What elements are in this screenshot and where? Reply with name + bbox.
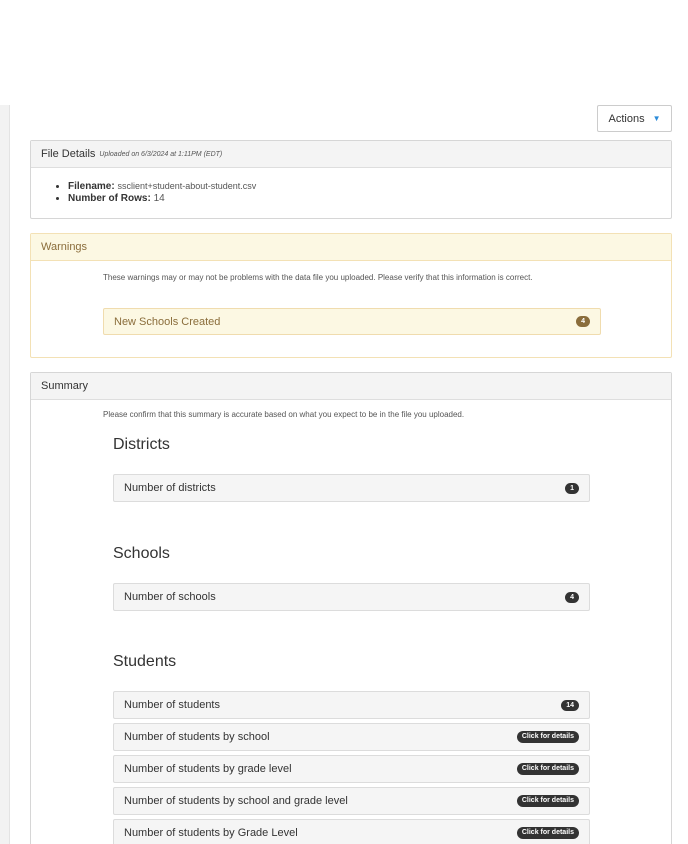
upload-timestamp: Uploaded on 6/3/2024 at 1:11PM (EDT) bbox=[99, 150, 223, 158]
count-badge: 14 bbox=[561, 700, 579, 711]
warning-label: New Schools Created bbox=[114, 315, 221, 328]
warnings-panel bbox=[30, 233, 672, 358]
rows-item bbox=[68, 193, 671, 205]
warning-count-badge: 4 bbox=[576, 316, 590, 327]
filename-label: Filename: bbox=[68, 181, 115, 192]
list-item-label: Number of students by school bbox=[124, 731, 270, 743]
list-item-label: Number of students bbox=[124, 699, 220, 711]
list-item-label: Number of students by Grade Level bbox=[124, 827, 298, 839]
list-item-label: Number of schools bbox=[124, 591, 216, 603]
rows-value: 14 bbox=[153, 193, 165, 204]
list-item-label: Number of students by school and grade level bbox=[124, 795, 348, 807]
students-by-school-item[interactable] bbox=[113, 723, 590, 751]
students-by-grade-item[interactable] bbox=[113, 755, 590, 783]
filename-value: ssclient+student-about-student.csv bbox=[117, 181, 257, 191]
list-item-label: Number of students by grade level bbox=[124, 763, 292, 775]
list-item-label: Number of districts bbox=[124, 482, 216, 494]
click-for-details-badge[interactable]: Click for details bbox=[517, 763, 579, 775]
schools-count-item bbox=[113, 583, 590, 611]
students-by-grade-level-item[interactable] bbox=[113, 819, 590, 844]
summary-body bbox=[31, 400, 671, 844]
actions-dropdown-button[interactable] bbox=[597, 105, 672, 132]
click-for-details-badge[interactable]: Click for details bbox=[517, 731, 579, 743]
students-by-school-grade-item[interactable] bbox=[113, 787, 590, 815]
click-for-details-badge[interactable]: Click for details bbox=[517, 795, 579, 807]
count-badge: 1 bbox=[565, 483, 579, 494]
rows-label: Number of Rows: bbox=[68, 193, 151, 204]
filename-item bbox=[68, 180, 671, 193]
left-sidebar-rail bbox=[0, 105, 10, 844]
file-details-heading bbox=[31, 141, 671, 168]
students-count-item bbox=[113, 691, 590, 719]
summary-note: Please confirm that this summary is accurate based on what you expect to be in the file you uploaded. bbox=[103, 410, 465, 419]
warnings-heading: Warnings bbox=[31, 234, 671, 261]
file-details-title: File Details bbox=[41, 148, 96, 160]
actions-label: Actions bbox=[608, 112, 645, 125]
file-details-list bbox=[31, 168, 671, 205]
students-heading: Students bbox=[113, 653, 177, 670]
count-badge: 4 bbox=[565, 592, 579, 603]
click-for-details-badge[interactable]: Click for details bbox=[517, 827, 579, 839]
summary-panel bbox=[30, 372, 672, 844]
caret-down-icon: ▼ bbox=[652, 114, 661, 123]
schools-heading: Schools bbox=[113, 545, 170, 562]
districts-count-item bbox=[113, 474, 590, 502]
file-details-panel bbox=[30, 140, 672, 219]
summary-heading: Summary bbox=[31, 373, 671, 400]
warnings-note: These warnings may or may not be problems with the data file you uploaded. Please verify that this information is correct. bbox=[103, 273, 533, 282]
districts-heading: Districts bbox=[113, 436, 170, 453]
warning-new-schools[interactable] bbox=[103, 308, 601, 335]
